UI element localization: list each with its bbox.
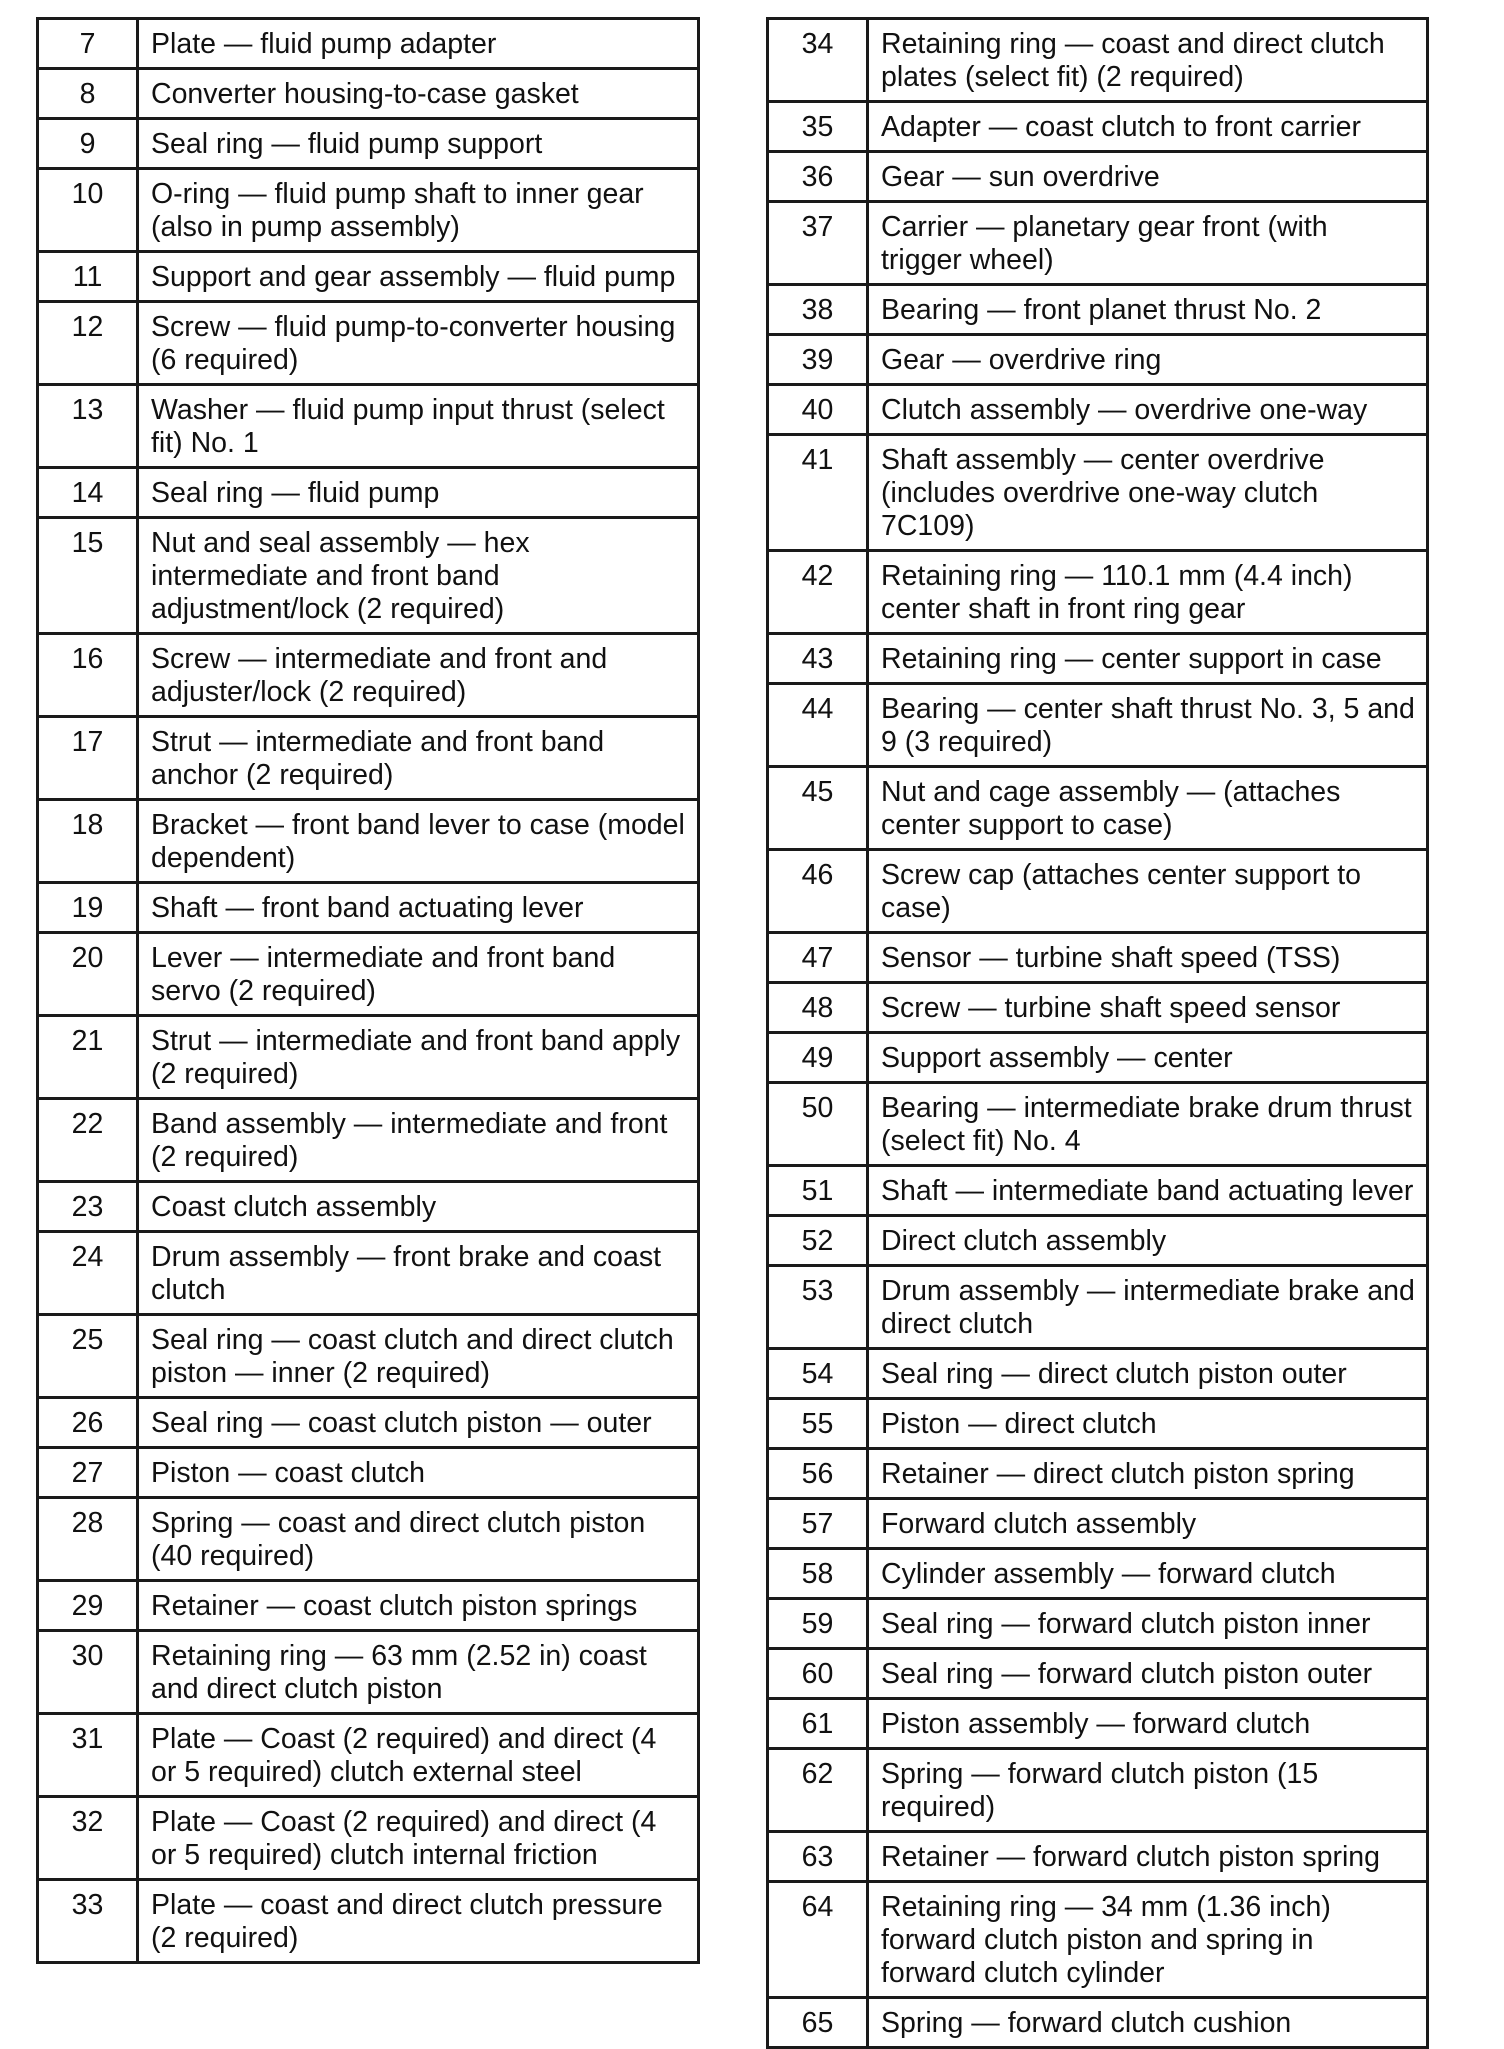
part-description: Seal ring — coast clutch piston — outer bbox=[138, 1398, 699, 1448]
part-number: 37 bbox=[768, 202, 868, 285]
table-row bbox=[38, 1315, 699, 1398]
part-description: Sensor — turbine shaft speed (TSS) bbox=[868, 933, 1428, 983]
part-description: Nut and cage assembly — (attaches center support to case) bbox=[868, 767, 1428, 850]
table-row bbox=[38, 302, 699, 385]
part-description: Seal ring — direct clutch piston outer bbox=[868, 1349, 1428, 1399]
part-number: 35 bbox=[768, 102, 868, 152]
part-description: Screw — turbine shaft speed sensor bbox=[868, 983, 1428, 1033]
part-description: Strut — intermediate and front band anchor (2 required) bbox=[138, 717, 699, 800]
part-number: 62 bbox=[768, 1749, 868, 1832]
table-row bbox=[768, 1266, 1428, 1349]
part-description: Plate — coast and direct clutch pressure (2 required) bbox=[138, 1880, 699, 1963]
table-row bbox=[768, 1349, 1428, 1399]
part-description: Support and gear assembly — fluid pump bbox=[138, 252, 699, 302]
part-number: 27 bbox=[38, 1448, 138, 1498]
part-number: 22 bbox=[38, 1099, 138, 1182]
part-number: 23 bbox=[38, 1182, 138, 1232]
part-number: 15 bbox=[38, 518, 138, 634]
part-number: 58 bbox=[768, 1549, 868, 1599]
part-number: 44 bbox=[768, 684, 868, 767]
table-row bbox=[768, 983, 1428, 1033]
part-description: Screw — fluid pump-to-converter housing (6 required) bbox=[138, 302, 699, 385]
table-row bbox=[38, 119, 699, 169]
table-row bbox=[768, 1399, 1428, 1449]
table-row bbox=[38, 69, 699, 119]
table-row bbox=[38, 800, 699, 883]
part-number: 46 bbox=[768, 850, 868, 933]
table-row bbox=[768, 1499, 1428, 1549]
part-description: Seal ring — fluid pump bbox=[138, 468, 699, 518]
table-row bbox=[38, 933, 699, 1016]
part-description: Spring — forward clutch piston (15 required) bbox=[868, 1749, 1428, 1832]
part-description: Screw — intermediate and front and adjuster/lock (2 required) bbox=[138, 634, 699, 717]
part-description: Seal ring — coast clutch and direct clutch piston — inner (2 required) bbox=[138, 1315, 699, 1398]
part-number: 47 bbox=[768, 933, 868, 983]
part-number: 42 bbox=[768, 551, 868, 634]
part-description: Bearing — front planet thrust No. 2 bbox=[868, 285, 1428, 335]
part-number: 16 bbox=[38, 634, 138, 717]
part-number: 53 bbox=[768, 1266, 868, 1349]
part-description: Seal ring — forward clutch piston inner bbox=[868, 1599, 1428, 1649]
part-description: Shaft — front band actuating lever bbox=[138, 883, 699, 933]
table-row bbox=[38, 1099, 699, 1182]
table-row bbox=[38, 385, 699, 468]
table-row bbox=[38, 1714, 699, 1797]
part-number: 28 bbox=[38, 1498, 138, 1581]
table-row bbox=[38, 717, 699, 800]
table-row bbox=[768, 1033, 1428, 1083]
part-number: 60 bbox=[768, 1649, 868, 1699]
part-description: Plate — Coast (2 required) and direct (4 or 5 required) clutch internal friction bbox=[138, 1797, 699, 1880]
part-number: 52 bbox=[768, 1216, 868, 1266]
part-number: 64 bbox=[768, 1882, 868, 1998]
part-description: Drum assembly — intermediate brake and direct clutch bbox=[868, 1266, 1428, 1349]
table-row bbox=[768, 1599, 1428, 1649]
part-description: Retaining ring — coast and direct clutch plates (select fit) (2 required) bbox=[868, 19, 1428, 102]
table-row bbox=[768, 102, 1428, 152]
part-description: Seal ring — fluid pump support bbox=[138, 119, 699, 169]
table-row bbox=[768, 1083, 1428, 1166]
part-number: 45 bbox=[768, 767, 868, 850]
table-row bbox=[38, 1581, 699, 1631]
part-description: O-ring — fluid pump shaft to inner gear (also in pump assembly) bbox=[138, 169, 699, 252]
part-number: 56 bbox=[768, 1449, 868, 1499]
table-row bbox=[768, 1699, 1428, 1749]
part-number: 55 bbox=[768, 1399, 868, 1449]
table-row bbox=[768, 19, 1428, 102]
part-number: 48 bbox=[768, 983, 868, 1033]
table-row bbox=[38, 634, 699, 717]
part-number: 34 bbox=[768, 19, 868, 102]
table-row bbox=[768, 152, 1428, 202]
part-description: Shaft — intermediate band actuating lever bbox=[868, 1166, 1428, 1216]
part-number: 11 bbox=[38, 252, 138, 302]
table-row bbox=[38, 252, 699, 302]
table-row bbox=[768, 933, 1428, 983]
table-row bbox=[768, 1166, 1428, 1216]
part-number: 32 bbox=[38, 1797, 138, 1880]
table-row bbox=[38, 1797, 699, 1880]
table-row bbox=[768, 767, 1428, 850]
part-description: Cylinder assembly — forward clutch bbox=[868, 1549, 1428, 1599]
part-description: Direct clutch assembly bbox=[868, 1216, 1428, 1266]
part-description: Retaining ring — 63 mm (2.52 in) coast and direct clutch piston bbox=[138, 1631, 699, 1714]
part-description: Screw cap (attaches center support to case) bbox=[868, 850, 1428, 933]
part-number: 26 bbox=[38, 1398, 138, 1448]
part-number: 41 bbox=[768, 435, 868, 551]
part-number: 17 bbox=[38, 717, 138, 800]
part-description: Retainer — coast clutch piston springs bbox=[138, 1581, 699, 1631]
part-description: Lever — intermediate and front band servo (2 required) bbox=[138, 933, 699, 1016]
part-number: 18 bbox=[38, 800, 138, 883]
part-number: 20 bbox=[38, 933, 138, 1016]
part-description: Band assembly — intermediate and front (2 required) bbox=[138, 1099, 699, 1182]
part-description: Retaining ring — 34 mm (1.36 inch) forward clutch piston and spring in forward clutch cylinder bbox=[868, 1882, 1428, 1998]
part-number: 57 bbox=[768, 1499, 868, 1549]
part-number: 50 bbox=[768, 1083, 868, 1166]
table-row bbox=[768, 385, 1428, 435]
table-row bbox=[768, 435, 1428, 551]
part-description: Strut — intermediate and front band apply (2 required) bbox=[138, 1016, 699, 1099]
part-description: Piston — coast clutch bbox=[138, 1448, 699, 1498]
part-description: Bearing — intermediate brake drum thrust (select fit) No. 4 bbox=[868, 1083, 1428, 1166]
table-row bbox=[38, 883, 699, 933]
table-row bbox=[38, 1880, 699, 1963]
table-row bbox=[38, 1398, 699, 1448]
part-description: Spring — coast and direct clutch piston (40 required) bbox=[138, 1498, 699, 1581]
part-description: Carrier — planetary gear front (with trigger wheel) bbox=[868, 202, 1428, 285]
part-description: Plate — Coast (2 required) and direct (4 or 5 required) clutch external steel bbox=[138, 1714, 699, 1797]
part-number: 36 bbox=[768, 152, 868, 202]
part-number: 13 bbox=[38, 385, 138, 468]
table-row bbox=[768, 1449, 1428, 1499]
part-number: 10 bbox=[38, 169, 138, 252]
table-row bbox=[38, 1232, 699, 1315]
part-number: 21 bbox=[38, 1016, 138, 1099]
part-number: 25 bbox=[38, 1315, 138, 1398]
table-row bbox=[768, 1649, 1428, 1699]
part-number: 24 bbox=[38, 1232, 138, 1315]
part-description: Gear — overdrive ring bbox=[868, 335, 1428, 385]
part-number: 19 bbox=[38, 883, 138, 933]
part-number: 8 bbox=[38, 69, 138, 119]
table-row bbox=[768, 1832, 1428, 1882]
part-description: Washer — fluid pump input thrust (select fit) No. 1 bbox=[138, 385, 699, 468]
table-row bbox=[768, 202, 1428, 285]
part-description: Piston — direct clutch bbox=[868, 1399, 1428, 1449]
table-row bbox=[768, 1549, 1428, 1599]
part-number: 14 bbox=[38, 468, 138, 518]
part-description: Shaft assembly — center overdrive (includes overdrive one-way clutch 7C109) bbox=[868, 435, 1428, 551]
part-description: Bearing — center shaft thrust No. 3, 5 and 9 (3 required) bbox=[868, 684, 1428, 767]
table-row bbox=[768, 684, 1428, 767]
part-description: Nut and seal assembly — hex intermediate and front band adjustment/lock (2 required) bbox=[138, 518, 699, 634]
table-row bbox=[38, 1631, 699, 1714]
part-number: 51 bbox=[768, 1166, 868, 1216]
table-row bbox=[768, 285, 1428, 335]
part-description: Spring — forward clutch cushion bbox=[868, 1998, 1428, 2048]
part-description: Forward clutch assembly bbox=[868, 1499, 1428, 1549]
table-row bbox=[768, 1216, 1428, 1266]
part-number: 61 bbox=[768, 1699, 868, 1749]
parts-table-right-body bbox=[768, 19, 1428, 2048]
part-description: Drum assembly — front brake and coast clutch bbox=[138, 1232, 699, 1315]
part-number: 65 bbox=[768, 1998, 868, 2048]
part-number: 38 bbox=[768, 285, 868, 335]
table-row bbox=[768, 634, 1428, 684]
part-description: Adapter — coast clutch to front carrier bbox=[868, 102, 1428, 152]
part-number: 63 bbox=[768, 1832, 868, 1882]
part-number: 12 bbox=[38, 302, 138, 385]
part-description: Seal ring — forward clutch piston outer bbox=[868, 1649, 1428, 1699]
table-row bbox=[38, 518, 699, 634]
part-description: Retainer — forward clutch piston spring bbox=[868, 1832, 1428, 1882]
part-description: Retaining ring — 110.1 mm (4.4 inch) center shaft in front ring gear bbox=[868, 551, 1428, 634]
table-row bbox=[38, 19, 699, 69]
table-row bbox=[768, 551, 1428, 634]
table-row bbox=[38, 1016, 699, 1099]
part-number: 40 bbox=[768, 385, 868, 435]
part-description: Piston assembly — forward clutch bbox=[868, 1699, 1428, 1749]
part-number: 43 bbox=[768, 634, 868, 684]
part-description: Retainer — direct clutch piston spring bbox=[868, 1449, 1428, 1499]
parts-table-left bbox=[36, 17, 700, 1964]
table-row bbox=[38, 1448, 699, 1498]
parts-table-left-body bbox=[38, 19, 699, 1963]
part-number: 31 bbox=[38, 1714, 138, 1797]
part-description: Support assembly — center bbox=[868, 1033, 1428, 1083]
table-row bbox=[768, 850, 1428, 933]
table-row bbox=[38, 468, 699, 518]
part-description: Bracket — front band lever to case (model dependent) bbox=[138, 800, 699, 883]
part-number: 49 bbox=[768, 1033, 868, 1083]
part-number: 7 bbox=[38, 19, 138, 69]
part-description: Gear — sun overdrive bbox=[868, 152, 1428, 202]
table-row bbox=[768, 1882, 1428, 1998]
table-row bbox=[38, 1498, 699, 1581]
part-description: Coast clutch assembly bbox=[138, 1182, 699, 1232]
part-number: 29 bbox=[38, 1581, 138, 1631]
part-description: Converter housing-to-case gasket bbox=[138, 69, 699, 119]
table-row bbox=[38, 169, 699, 252]
table-row bbox=[768, 1749, 1428, 1832]
part-number: 39 bbox=[768, 335, 868, 385]
parts-table-right bbox=[766, 17, 1429, 2049]
part-number: 9 bbox=[38, 119, 138, 169]
part-description: Plate — fluid pump adapter bbox=[138, 19, 699, 69]
table-row bbox=[768, 335, 1428, 385]
part-description: Retaining ring — center support in case bbox=[868, 634, 1428, 684]
part-number: 59 bbox=[768, 1599, 868, 1649]
table-row bbox=[38, 1182, 699, 1232]
part-number: 33 bbox=[38, 1880, 138, 1963]
part-description: Clutch assembly — overdrive one-way bbox=[868, 385, 1428, 435]
part-number: 54 bbox=[768, 1349, 868, 1399]
part-number: 30 bbox=[38, 1631, 138, 1714]
table-row bbox=[768, 1998, 1428, 2048]
